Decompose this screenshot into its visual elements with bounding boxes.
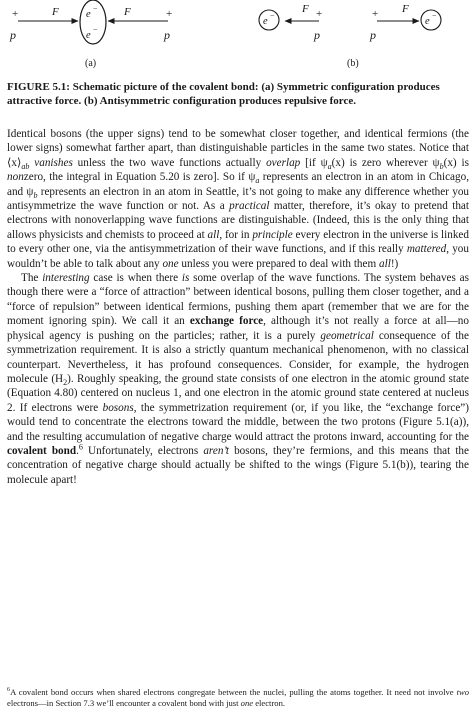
text-run: geometrical: [320, 329, 374, 342]
text-run: unless the two wave functions actually: [72, 156, 267, 169]
force-label-right: F: [124, 6, 131, 18]
text-run: is: [181, 272, 190, 285]
figure-caption: [7, 80, 469, 108]
text-run: ). Roughly speaking, the ground state consists of one electron in the atomic ground state (Equation 4.80) centered on nucleus 1, and one electron in the atomic ground state centered at nucleus 2. If electrons were: [7, 372, 469, 414]
proton-left-label: p: [10, 28, 16, 42]
text-run: all: [207, 228, 220, 241]
text-run: all: [379, 257, 391, 270]
text-run: consequence of the symmetrization requirement. It is also a strictly quantum mechanical phenomenon, with no classical counterpart. Nevertheless, it has profound consequences. Consider, for example, the hydrogen molecule (H: [7, 329, 469, 385]
text-run: 6: [7, 686, 11, 694]
text-run: exchange force: [189, 315, 264, 328]
panel-b-label: (b): [347, 58, 359, 69]
figure-5-1: [0, 0, 476, 80]
text-run: 6: [78, 442, 83, 452]
text-run: , for in: [219, 228, 253, 241]
text-run: b: [33, 190, 38, 200]
caption-text: Schematic picture of the covalent bond: (a) Symmetric configuration produces attractive force. (b) Antisymmetric configuration produces repulsive force.: [7, 81, 440, 107]
electron-left-wing: [259, 10, 279, 30]
caption-label: FIGURE 5.1:: [7, 81, 70, 93]
text-run: Unfortunately, electrons: [82, 444, 204, 457]
text-run: non: [7, 171, 24, 184]
text-run: unless you were prepared to deal with them: [178, 257, 379, 270]
proton-right-plus: +: [166, 8, 173, 20]
electron-label-top: e: [86, 9, 91, 20]
proton-b-left-label: p: [314, 28, 320, 42]
force-label-b-left: F: [302, 3, 309, 15]
proton-b-right-plus: +: [372, 8, 379, 20]
proton-b-left-plus: +: [316, 8, 323, 20]
footnote-6: [7, 687, 469, 709]
text-run: one: [240, 698, 254, 708]
text-run: electrons—in Section 7.3 we’ll encounter a covalent bond with just: [7, 698, 241, 708]
electron-right-label: e: [425, 16, 430, 27]
electron-left-charge: −: [270, 11, 275, 20]
text-run: [if ψ: [300, 156, 328, 169]
text-run: The: [21, 272, 43, 285]
figure-diagram: [0, 0, 476, 80]
text-run: ab: [21, 162, 30, 172]
text-run: represents an electron in an atom in Seattle, it’s not going to make any difference whether you antisymmetrize the wave function or not. As a: [7, 185, 470, 213]
text-run: some overlap of the wave functions. The system behaves as though there were a “force of attraction” between identical bosons, pulling them closer together, and a “force of repulsion” between identical fermions, pushing them apart (remember that we are for the moment ignoring spin). We call it an: [7, 272, 469, 328]
text-run: principle: [252, 228, 293, 241]
electron-right-charge: −: [432, 11, 437, 20]
text-run: .: [76, 444, 79, 457]
paragraph-1: [7, 127, 469, 271]
text-run: (x) is zero wherever ψ: [331, 156, 440, 169]
text-run: , although it’s not really a force at all—no physical agency is pushing on the particles; rather, it is a purely: [7, 315, 469, 342]
proton-left-plus: +: [12, 8, 19, 20]
panel-a-label: (a): [85, 58, 97, 69]
text-run: !): [390, 257, 399, 270]
text-run: represents an electron in an atom in Chicago, and ψ: [7, 171, 469, 198]
text-run: a: [255, 176, 260, 186]
text-run: A covalent bond occurs when shared electrons congregate between the nuclei, pulling the atoms together. It need not involve: [10, 687, 457, 697]
panel-a: [9, 0, 172, 69]
text-run: 2: [63, 378, 68, 388]
text-run: bosons, they’re fermions, and this means that the concentration of negative charge should actually be shifted to the wings (Figure 5.1(b)), tearing the molecule apart!: [7, 444, 469, 486]
proton-right-label: p: [164, 28, 170, 42]
text-run: practical: [229, 200, 270, 213]
text-run: overlap: [266, 156, 301, 169]
text-run: Identical bosons (the upper signs) tend to be somewhat closer together, and identical fermions (the lower signs) somewhat farther apart, than distinguishable particles in the same two states. Notice that ⟨x⟩: [7, 128, 469, 169]
text-run: , you wouldn’t be able to talk about any: [7, 243, 469, 270]
paragraph-2: [7, 271, 469, 487]
text-run: case is when there: [89, 272, 182, 285]
electron-right-wing: [421, 10, 441, 30]
text-run: (x) is: [443, 156, 470, 169]
text-run: one: [162, 257, 179, 270]
text-run: bosons: [102, 401, 134, 414]
text-run: , the symmetrization requirement (or, if you like, the “exchange force”) would tend to concentrate the electrons toward the middle, between the two protons (Figure 5.1(a)), and the resulting accumulation of negative charge would attract the protons inward, accounting for the: [7, 401, 469, 443]
electron-charge-top: −: [93, 4, 98, 13]
text-run: matter, therefore, it’s okay to pretend that electrons with nonoverlapping wave functions are distinguishable. (Indeed, this is the only thing that allows physicists and chemists to proceed at: [7, 200, 469, 241]
text-run: b: [439, 162, 444, 172]
text-run: mattered: [406, 243, 447, 256]
text-run: zero, the integral in Equation 5.20 is zero]. So if ψ: [23, 171, 256, 184]
electron-charge-bottom: −: [93, 25, 98, 34]
panel-b: [259, 3, 441, 69]
force-label-left: F: [52, 6, 59, 18]
body-text: [7, 127, 469, 487]
text-run: vanishes: [34, 156, 73, 169]
text-run: interesting: [42, 272, 90, 285]
text-run: a: [327, 162, 332, 172]
text-run: aren’t: [203, 444, 230, 457]
electron-left-label: e: [263, 16, 268, 27]
proton-b-right-label: p: [370, 28, 376, 42]
text-run: covalent bond: [7, 444, 77, 457]
text-run: electron.: [253, 698, 286, 708]
text-run: every electron in the universe is linked to every other one, via the antisymmetrization of their wave functions, and if this really: [7, 228, 469, 256]
electron-label-bottom: e: [86, 30, 91, 41]
text-run: two: [456, 687, 469, 697]
force-label-b-right: F: [402, 3, 409, 15]
